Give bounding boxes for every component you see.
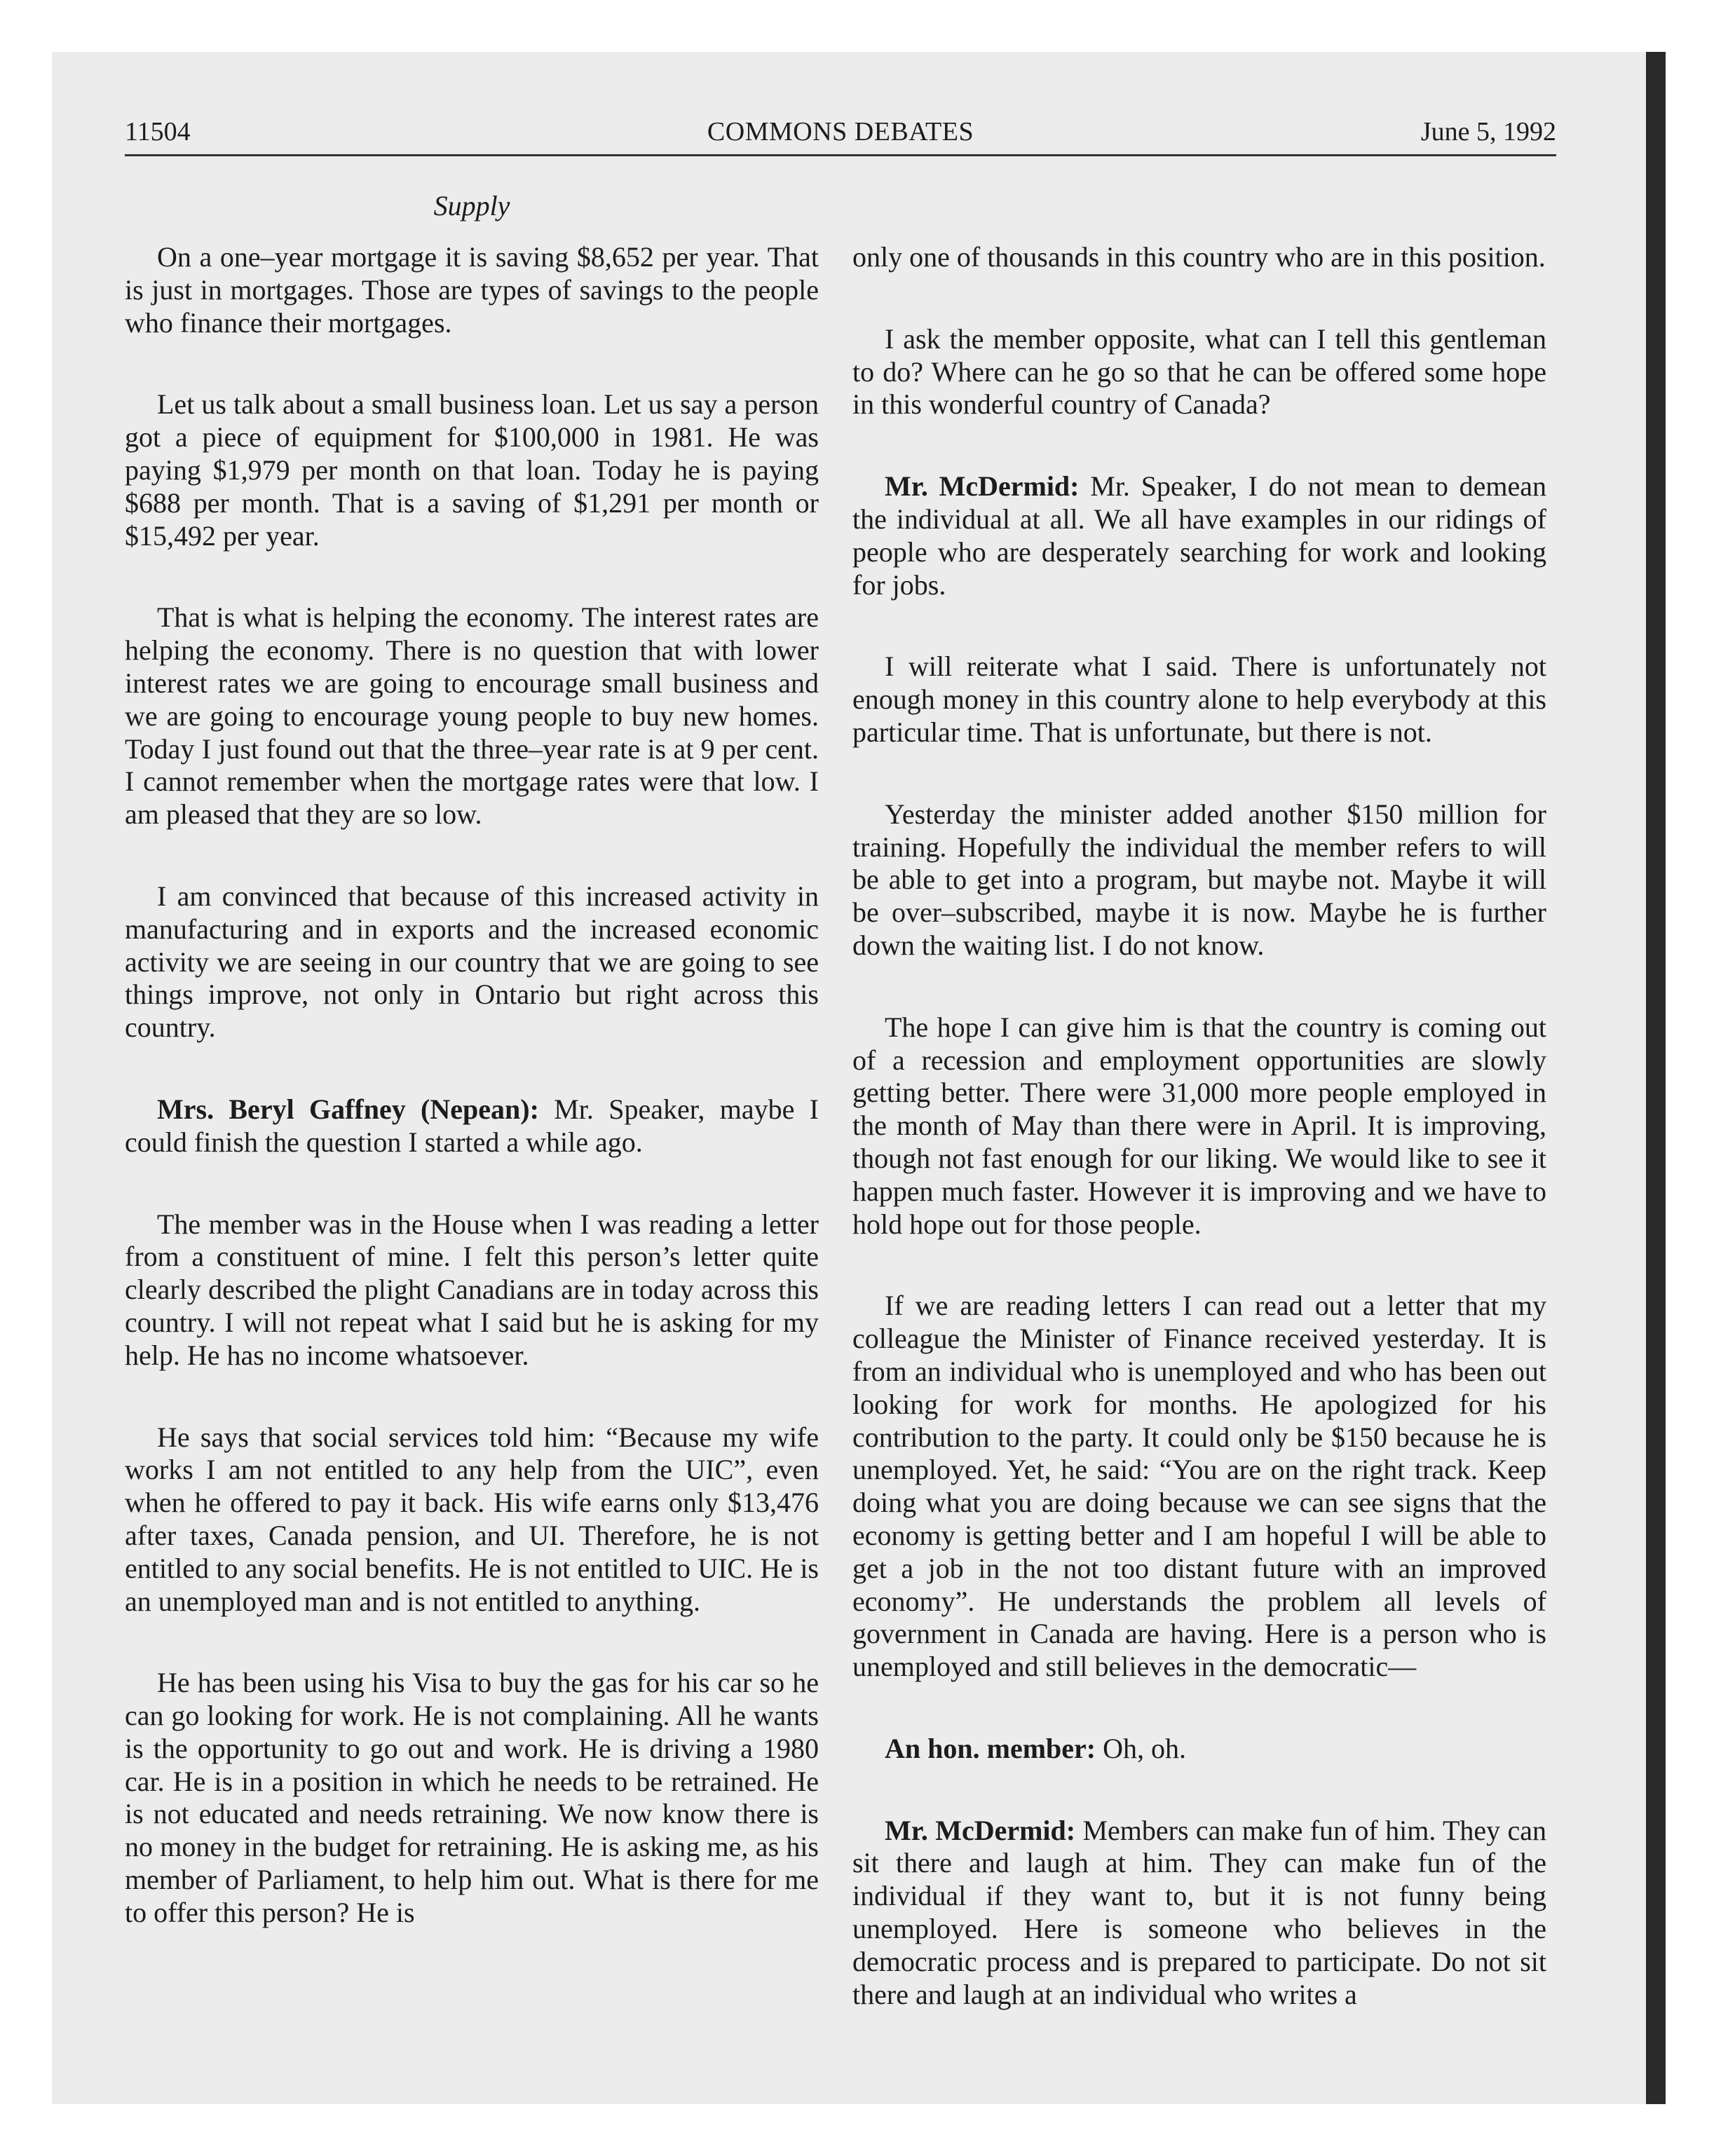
speaker-name: Mrs. Beryl Gaffney (Nepean):	[157, 1093, 539, 1125]
paragraph-text: I am convinced that because of this increased activity in manufacturing and in exports and the increased economic activity we are seeing in our country that we are going to see things improve, not only in Ontario but right across this country.	[125, 880, 819, 1044]
paragraph	[852, 1011, 1546, 1241]
paragraph	[125, 241, 819, 339]
paragraph	[125, 880, 819, 1044]
paragraph-text: On a one–year mortgage it is saving $8,652 per year. That is just in mortgages. Those are types of savings to the people who finance their mortgages.	[125, 241, 819, 339]
paragraph-text: If we are reading letters I can read out a letter that my colleague the Minister of Finance received yesterday. It is from an individual who is unemployed and who has been out looking for work for months. He apologized for his contribution to the party. It could only be $150 because he is unemployed. Yet, he said: “You are on the right track. Keep doing what you are doing because we can see signs that the economy is getting better and I am hopeful I will be able to get a job in the not too distant future with an improved economy”. He understands the problem all levels of government in Canada are having. Here is a person who is unemployed and still believes in the democratic—	[852, 1290, 1546, 1683]
paragraph-text: The hope I can give him is that the country is coming out of a recession and employment opportunities are slowly getting better. There were 31,000 more people employed in the month of May than there were in April. It is improving, though not fast enough for our liking. We would like to see it happen much faster. However it is improving and we have to hold hope out for those people.	[852, 1011, 1546, 1240]
paragraph-text: Members can make fun of him. They can sit there and laugh at him. They can make fun of the individual if they want to, but it is not funny being unemployed. Here is someone who believes in the democratic process and is prepared to participate. Do not sit there and laugh at an individual who writes a	[852, 1814, 1546, 2010]
paragraph	[852, 323, 1546, 421]
paragraph	[125, 1208, 819, 1372]
paragraph	[125, 1667, 819, 1929]
paragraph	[125, 388, 819, 552]
running-head	[125, 114, 1556, 153]
paragraph-text: Oh, oh.	[1096, 1732, 1186, 1764]
paragraph	[852, 241, 1546, 274]
paragraph	[852, 798, 1546, 962]
section-title: Supply	[433, 190, 510, 221]
paragraph-text: only one of thousands in this country who are in this position.	[852, 241, 1546, 273]
publication-date: June 5, 1992	[1420, 117, 1556, 146]
paragraph-text: Mr. Speaker, maybe I could finish the question I started a while ago.	[125, 1093, 819, 1158]
paragraph-text: Let us talk about a small business loan. Let us say a person got a piece of equipment for $100,000 in 1981. He was paying $1,979 per month on that loan. Today he is paying $688 per month. That is a saving of $1,291 per month or $15,492 per year.	[125, 388, 819, 552]
paragraph	[852, 1290, 1546, 1684]
paragraph	[125, 1421, 819, 1618]
scan-edge-bar	[1646, 52, 1666, 2104]
paragraph-text: He has been using his Visa to buy the gas for his car so he can go looking for work. He is not complaining. All he wants is the opportunity to go out and work. He is driving a 1980 car. He is in a position in which he needs to be retrained. He is not educated and needs retraining. We now know there is no money in the budget for retraining. He is asking me, as his member of Parliament, to help him out. What is there for me to offer this person? He is	[125, 1667, 819, 1928]
paragraph-text: I ask the member opposite, what can I tell this gentleman to do? Where can he go so that he can be offered some hope in this wonderful country of Canada?	[852, 322, 1546, 421]
paragraph-text: Mr. Speaker, I do not mean to demean the individual at all. We all have examples in our ridings of people who are desperately searching for work and looking for jobs.	[852, 470, 1546, 601]
speaker-name: Mr. McDermid:	[885, 1814, 1076, 1846]
publication-title: COMMONS DEBATES	[707, 117, 974, 146]
paragraph	[125, 601, 819, 831]
left-column	[125, 241, 819, 1979]
paragraph	[852, 1815, 1546, 2012]
page-number: 11504	[125, 117, 191, 146]
paragraph	[852, 470, 1546, 601]
paragraph-text: Yesterday the minister added another $150 million for training. Hopefully the individual the member refers to will be able to get into a program, but maybe not. Maybe it will be over–subscribed, maybe it is now. Maybe he is further down the waiting list. I do not know.	[852, 798, 1546, 961]
paragraph-text: He says that social services told him: “Because my wife works I am not entitled to any help from the UIC”, even when he offered to pay it back. His wife earns only $13,476 after taxes, Canada pension, and UI. Therefore, he is not entitled to any social benefits. He is not entitled to UIC. He is an unemployed man and is not entitled to anything.	[125, 1421, 819, 1617]
paragraph-text: That is what is helping the economy. The interest rates are helping the economy. There is no question that with lower interest rates we are going to encourage small business and we are going to encourage young people to buy new homes. Today I just found out that the three–year rate is at 9 per cent. I cannot remember when the mortgage rates were that low. I am pleased that they are so low.	[125, 601, 819, 831]
paragraph-text: The member was in the House when I was reading a letter from a constituent of mine. I felt this person’s letter quite clearly described the plight Canadians are in today across this country. I will not repeat what I said but he is asking for my help. He has no income whatsoever.	[125, 1208, 819, 1371]
speaker-name: An hon. member:	[885, 1732, 1096, 1764]
right-column	[852, 241, 1546, 2060]
header-rule	[125, 154, 1556, 156]
paragraph	[852, 1733, 1546, 1766]
speaker-name: Mr. McDermid:	[885, 470, 1080, 503]
paragraph	[125, 1093, 819, 1159]
paragraph	[852, 650, 1546, 749]
paragraph-text: I will reiterate what I said. There is unfortunately not enough money in this country alone to help everybody at this particular time. That is unfortunate, but there is not.	[852, 650, 1546, 748]
